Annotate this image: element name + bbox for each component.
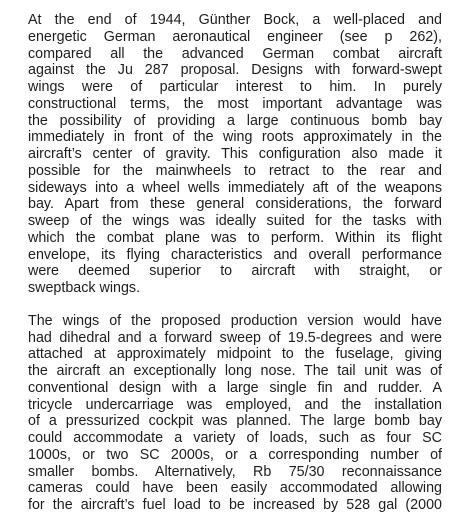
text-line: conventional design with a large single fin and rudder. A xyxy=(28,379,442,396)
text-line: attached at approximately midpoint to the fuselage, giving xyxy=(28,346,442,363)
text-line: had dihedral and a forward sweep of 19.5-degrees and were xyxy=(28,329,442,346)
text-line: bay. Apart from these general considerations, the forward xyxy=(28,196,442,213)
text-line: sweep of the wings was ideally suited for the tasks with xyxy=(28,213,442,229)
text-line: the aircraft an exceptionally long nose. The tail unit was of xyxy=(28,363,442,379)
text-line: for the aircraft’s fuel load to be increased by 528 gal (2000 xyxy=(28,497,442,513)
text-line: smaller bombs. Alternatively, Rb 75/30 reconnaissance xyxy=(28,463,442,480)
paragraph-2 xyxy=(28,313,442,514)
text-line: energetic German aeronautical engineer (see p 262), xyxy=(28,28,442,45)
text-line: cameras could have been easily accommodated allowing xyxy=(28,480,442,497)
text-line: against the Ju 287 proposal. Designs with forward-swept xyxy=(28,62,442,79)
text-line: which the combat plane was to perform. Within its flight xyxy=(28,229,442,246)
paragraph-gap xyxy=(28,297,442,313)
text-line: could accommodate a variety of loads, such as four SC xyxy=(28,430,442,446)
text-line: immediately in front of the wing roots approximately in the xyxy=(28,129,442,146)
text-line: were deemed superior to aircraft with straight, or xyxy=(28,263,442,280)
text-line: of a pressurized cockpit was planned. The large bomb bay xyxy=(28,413,442,430)
text-line: possible for the mainwheels to retract to the rear and xyxy=(28,162,442,179)
text-column xyxy=(28,12,442,514)
text-line: 1000s, or two SC 2000s, or a corresponding number of xyxy=(28,446,442,463)
text-line: compared all the advanced German combat aircraft xyxy=(28,45,442,62)
text-line: The wings of the proposed production version would have xyxy=(28,312,442,329)
text-line: constructional terms, the most important advantage was xyxy=(28,95,442,112)
text-line: sideways into a wheel wells immediately aft of the weapons xyxy=(28,179,442,196)
paragraph-1 xyxy=(28,12,442,297)
text-line: the possibility of providing a large continuous bomb bay xyxy=(28,112,442,129)
text-line: envelope, its flying characteristics and overall performance xyxy=(28,246,442,263)
text-line: At the end of 1944, Günther Bock, a well-placed and xyxy=(28,12,442,28)
text-line: sweptback wings. xyxy=(28,280,141,296)
text-line: aircraft’s center of gravity. This configuration also made it xyxy=(28,146,442,162)
text-line: wings were of particular interest to him. In purely xyxy=(28,79,442,95)
text-line: tricycle undercarriage was employed, and the installation xyxy=(28,396,442,413)
